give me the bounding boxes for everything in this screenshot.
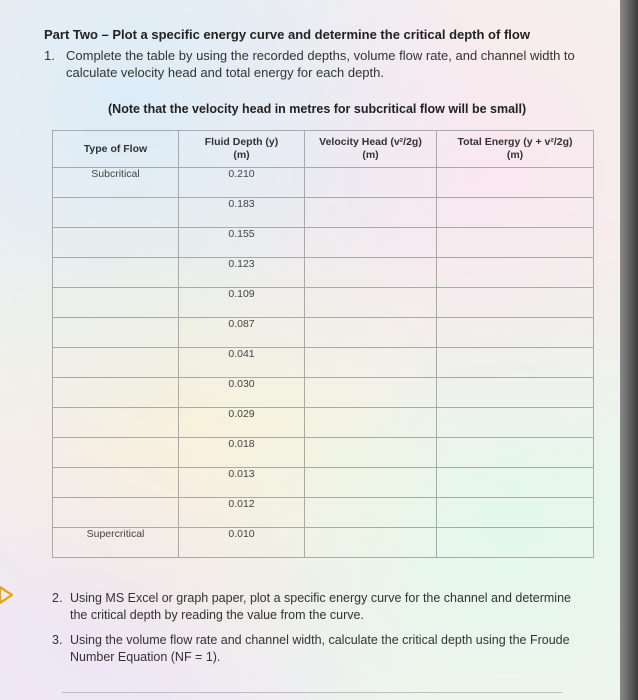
total-energy-cell[interactable] — [437, 348, 594, 378]
velocity-head-cell[interactable] — [305, 318, 437, 348]
depth-cell: 0.210 — [179, 168, 305, 198]
answer-line-divider — [62, 692, 562, 693]
question-2-number: 2. — [52, 591, 63, 605]
flow-type-cell — [53, 318, 179, 348]
velocity-head-cell[interactable] — [305, 228, 437, 258]
header-type-of-flow: Type of Flow — [53, 131, 179, 168]
depth-cell: 0.030 — [179, 378, 305, 408]
depth-cell: 0.012 — [179, 498, 305, 528]
part-two-heading: Part Two – Plot a specific energy curve and determine the critical depth of flow — [44, 27, 530, 42]
page-edge-shadow — [620, 0, 638, 700]
table-row — [53, 528, 594, 558]
table-row — [53, 168, 594, 198]
velocity-head-cell[interactable] — [305, 378, 437, 408]
energy-table — [52, 130, 594, 558]
question-1 — [44, 47, 584, 81]
flow-type-cell: Subcritical — [53, 168, 179, 198]
velocity-head-cell[interactable] — [305, 438, 437, 468]
velocity-head-cell[interactable] — [305, 348, 437, 378]
question-2-text: Using MS Excel or graph paper, plot a specific energy curve for the channel and determine the critical depth by reading the value from the curve. — [70, 591, 571, 622]
flow-type-cell — [53, 468, 179, 498]
table-row — [53, 258, 594, 288]
total-energy-cell[interactable] — [437, 438, 594, 468]
velocity-head-cell[interactable] — [305, 288, 437, 318]
flow-type-cell — [53, 258, 179, 288]
depth-cell: 0.183 — [179, 198, 305, 228]
velocity-head-cell[interactable] — [305, 258, 437, 288]
total-energy-cell[interactable] — [437, 528, 594, 558]
velocity-head-cell[interactable] — [305, 168, 437, 198]
header-velocity-head: Velocity Head (v²/2g) (m) — [305, 131, 437, 168]
flow-type-cell: Supercritical — [53, 528, 179, 558]
arrow-marker-icon — [0, 584, 18, 606]
total-energy-cell[interactable] — [437, 198, 594, 228]
total-energy-cell[interactable] — [437, 408, 594, 438]
velocity-head-cell[interactable] — [305, 198, 437, 228]
question-3 — [52, 632, 572, 666]
total-energy-cell[interactable] — [437, 228, 594, 258]
velocity-head-cell[interactable] — [305, 408, 437, 438]
depth-cell: 0.109 — [179, 288, 305, 318]
velocity-head-cell[interactable] — [305, 468, 437, 498]
question-2 — [52, 590, 572, 624]
table-row — [53, 408, 594, 438]
depth-cell: 0.018 — [179, 438, 305, 468]
table-row — [53, 468, 594, 498]
table-row — [53, 228, 594, 258]
depth-cell: 0.155 — [179, 228, 305, 258]
depth-cell: 0.087 — [179, 318, 305, 348]
depth-cell: 0.123 — [179, 258, 305, 288]
table-row — [53, 198, 594, 228]
flow-type-cell — [53, 228, 179, 258]
total-energy-cell[interactable] — [437, 258, 594, 288]
header-fluid-depth: Fluid Depth (y) (m) — [179, 131, 305, 168]
table-row — [53, 498, 594, 528]
flow-type-cell — [53, 288, 179, 318]
table-row — [53, 318, 594, 348]
table-header-row — [53, 131, 594, 168]
table-row — [53, 438, 594, 468]
question-1-number: 1. — [44, 48, 55, 63]
table-row — [53, 288, 594, 318]
total-energy-cell[interactable] — [437, 168, 594, 198]
table-row — [53, 378, 594, 408]
flow-type-cell — [53, 378, 179, 408]
table-row — [53, 348, 594, 378]
flow-type-cell — [53, 348, 179, 378]
velocity-head-cell[interactable] — [305, 528, 437, 558]
velocity-head-cell[interactable] — [305, 498, 437, 528]
flow-type-cell — [53, 198, 179, 228]
flow-type-cell — [53, 438, 179, 468]
total-energy-cell[interactable] — [437, 378, 594, 408]
question-1-text: Complete the table by using the recorded depths, volume flow rate, and channel width to calculate velocity head and total energy for each depth. — [66, 48, 575, 80]
flow-type-cell — [53, 408, 179, 438]
velocity-head-note: (Note that the velocity head in metres for subcritical flow will be small) — [108, 102, 527, 116]
depth-cell: 0.029 — [179, 408, 305, 438]
total-energy-cell[interactable] — [437, 318, 594, 348]
total-energy-cell[interactable] — [437, 468, 594, 498]
total-energy-cell[interactable] — [437, 288, 594, 318]
flow-type-cell — [53, 498, 179, 528]
question-3-text: Using the volume flow rate and channel width, calculate the critical depth using the Froude Number Equation (NF = 1). — [70, 633, 570, 664]
depth-cell: 0.013 — [179, 468, 305, 498]
question-3-number: 3. — [52, 633, 63, 647]
total-energy-cell[interactable] — [437, 498, 594, 528]
depth-cell: 0.010 — [179, 528, 305, 558]
depth-cell: 0.041 — [179, 348, 305, 378]
header-total-energy: Total Energy (y + v²/2g) (m) — [437, 131, 594, 168]
